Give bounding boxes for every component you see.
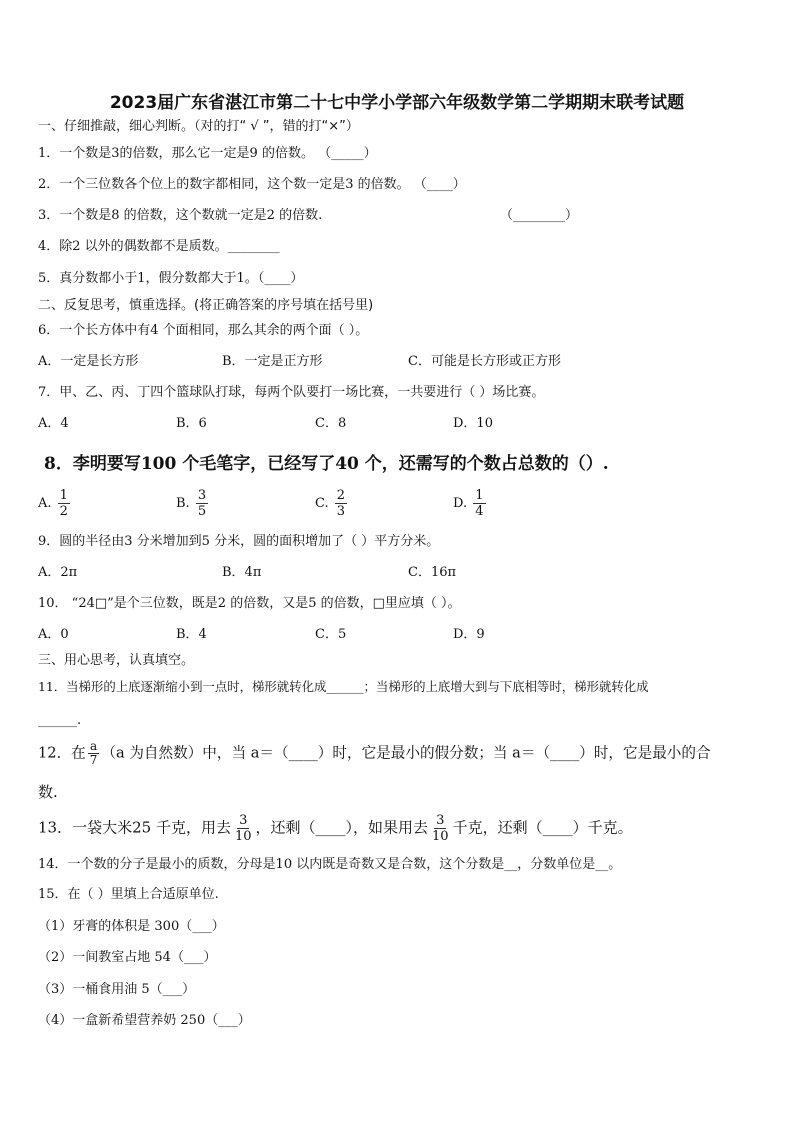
fraction (88, 740, 100, 767)
numerator: 2 (336, 488, 346, 503)
question-10-option-a: A．0 (38, 627, 69, 642)
section-2-heading: 二、反复思考，慎重选择。(将正确答案的序号填在括号里) (38, 298, 374, 313)
denominator: 2 (59, 504, 68, 519)
question-8-option-d (453, 488, 488, 519)
question-15-item-4: （4）一盒新希望营养奶 250（___） (38, 1013, 251, 1028)
question-11-continued: ______. (38, 713, 82, 728)
question-7-option-d: D．10 (453, 416, 493, 431)
question-12-continued: 数. (38, 783, 58, 801)
question-6-option-b: B．一定是正方形 (222, 354, 323, 369)
fraction (58, 488, 70, 519)
option-label: B. (176, 496, 190, 511)
question-3: 3．一个数是8 的倍数，这个数就一定是2 的倍数. (38, 208, 323, 223)
page-title: 2023届广东省湛江市第二十七中学小学部六年级数学第二学期期末联考试题 (109, 93, 685, 113)
numerator: 3 (239, 813, 248, 828)
question-13-part-c: 千克，还剩（____）千克。 (452, 818, 633, 837)
section-3-heading: 三、用心思考，认真填空。 (38, 653, 195, 668)
fraction (233, 813, 254, 844)
question-13-part-b: ，还剩（____），如果用去 (255, 818, 429, 837)
denominator: 10 (432, 829, 449, 844)
denominator: 4 (475, 504, 484, 519)
fraction (473, 488, 485, 519)
fraction (196, 488, 208, 519)
question-12 (38, 740, 711, 767)
question-6-option-a: A．一定是长方形 (38, 354, 139, 369)
question-10-option-d: D．9 (453, 627, 485, 642)
question-1: 1．一个数是3的倍数，那么它一定是9 的倍数。 （_____） (38, 146, 377, 161)
denominator: 5 (197, 504, 207, 519)
question-7-option-c: C．8 (315, 416, 347, 431)
question-8-option-c (315, 488, 349, 519)
question-5: 5．真分数都小于1，假分数都大于1。（____） (38, 271, 304, 286)
question-2: 2．一个三位数各个位上的数字都相同，这个数一定是3 的倍数。 （____） (38, 177, 466, 192)
question-6-option-c: C．可能是长方形或正方形 (408, 354, 561, 369)
question-7-option-b: B．6 (176, 416, 207, 431)
denominator: 3 (336, 504, 346, 519)
question-12-text: （a 为自然数）中，当 a＝（____）时，它是最小的假分数；当 a＝（____）时，它是最小的合 (101, 744, 711, 762)
numerator: a (90, 739, 98, 753)
question-6: 6．一个长方体中有4 个面相同，那么其余的两个面（ ）。 (38, 323, 369, 338)
question-10: 10． “24□”是个三位数，既是2 的倍数，又是5 的倍数，□里应填（ ）。 (38, 596, 461, 611)
question-13 (38, 813, 633, 844)
question-15-item-3: （3）一桶食用油 5（___） (38, 982, 196, 997)
question-3-answer-blank: （________） (500, 208, 579, 223)
question-9: 9．圆的半径由3 分米增加到5 分米，圆的面积增加了（ ）平方分米。 (38, 534, 440, 549)
section-1-heading: 一、仔细推敲，细心判断。（对的打“ √ ”，错的打“×”） (38, 119, 359, 134)
question-10-option-b: B．4 (176, 627, 207, 642)
question-11: 11．当梯形的上底逐渐缩小到一点时，梯形就转化成______；当梯形的上底增大到与下底相等时，梯形就转化成 (38, 679, 649, 694)
question-15-item-1: （1）牙膏的体积是 300（___） (38, 919, 225, 934)
question-9-option-c: C．16π (408, 565, 457, 580)
question-13-part-a: 13．一袋大米25 千克，用去 (38, 818, 231, 837)
numerator: 1 (59, 488, 68, 503)
question-4: 4．除2 以外的偶数都不是质数。________ (38, 239, 280, 254)
denominator: 7 (89, 753, 98, 767)
question-9-option-a: A．2π (38, 565, 78, 580)
option-label: D. (453, 496, 468, 511)
question-8: 8．李明要写100 个毛笔字，已经写了40 个，还需写的个数占总数的（）. (44, 454, 609, 474)
question-9-option-b: B．4π (222, 565, 262, 580)
option-label: A. (38, 496, 52, 511)
question-7: 7．甲、乙、丙、丁四个篮球队打球，每两个队要打一场比赛，一共要进行（ ）场比赛。 (38, 385, 545, 400)
question-8-option-b (176, 488, 210, 519)
denominator: 10 (234, 829, 252, 844)
fraction (335, 488, 347, 519)
question-15-item-2: （2）一间教室占地 54（___） (38, 950, 217, 965)
question-8-option-a (38, 488, 72, 519)
numerator: 3 (436, 813, 445, 828)
numerator: 3 (197, 488, 207, 503)
question-15: 15．在（ ）里填上合适原单位. (38, 887, 219, 902)
question-10-option-c: C．5 (315, 627, 347, 642)
numerator: 1 (475, 488, 484, 503)
question-7-option-a: A．4 (38, 416, 69, 431)
question-12-prefix: 12．在 (38, 744, 86, 762)
question-14: 14．一个数的分子是最小的质数，分母是10 以内既是奇数又是合数，这个分数是__，分数单位是__。 (38, 857, 622, 872)
fraction (430, 813, 451, 844)
option-label: C. (315, 496, 329, 511)
